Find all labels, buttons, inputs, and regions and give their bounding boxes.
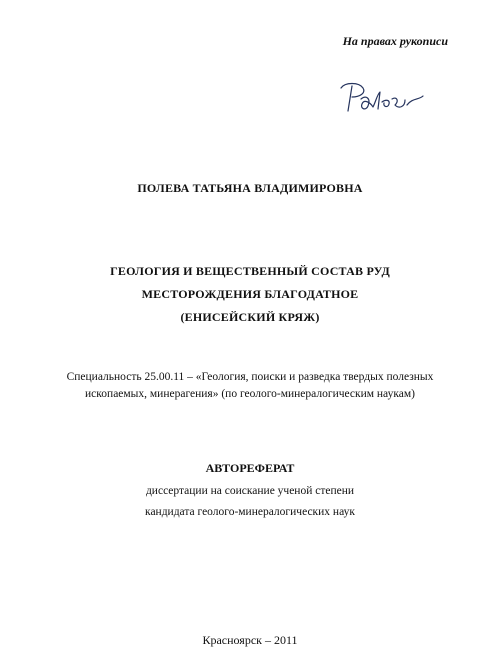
title-line-3: (ЕНИСЕЙСКИЙ КРЯЖ) bbox=[180, 310, 320, 324]
specialty-line-2: ископаемых, минерагения» (по геолого-минералогическим наукам) bbox=[85, 388, 415, 400]
specialty-line-1: Специальность 25.00.11 – «Геология, поиски и разведка твердых полезных bbox=[66, 371, 434, 383]
author-signature bbox=[335, 78, 427, 118]
document-type-label: АВТОРЕФЕРАТ bbox=[205, 461, 295, 475]
title-line-1: ГЕОЛОГИЯ И ВЕЩЕСТВЕННЫЙ СОСТАВ РУД bbox=[110, 264, 390, 278]
place-year: Красноярск – 2011 bbox=[202, 633, 298, 647]
rights-note: На правах рукописи bbox=[342, 34, 448, 48]
document-type-description-1: диссертации на соискание ученой степени bbox=[145, 485, 355, 497]
title-line-2: МЕСТОРОЖДЕНИЯ БЛАГОДАТНОЕ bbox=[141, 287, 359, 301]
author-name: ПОЛЕВА ТАТЬЯНА ВЛАДИМИРОВНА bbox=[137, 181, 363, 195]
document-type-description-2: кандидата геолого-минералогических наук bbox=[145, 506, 355, 518]
